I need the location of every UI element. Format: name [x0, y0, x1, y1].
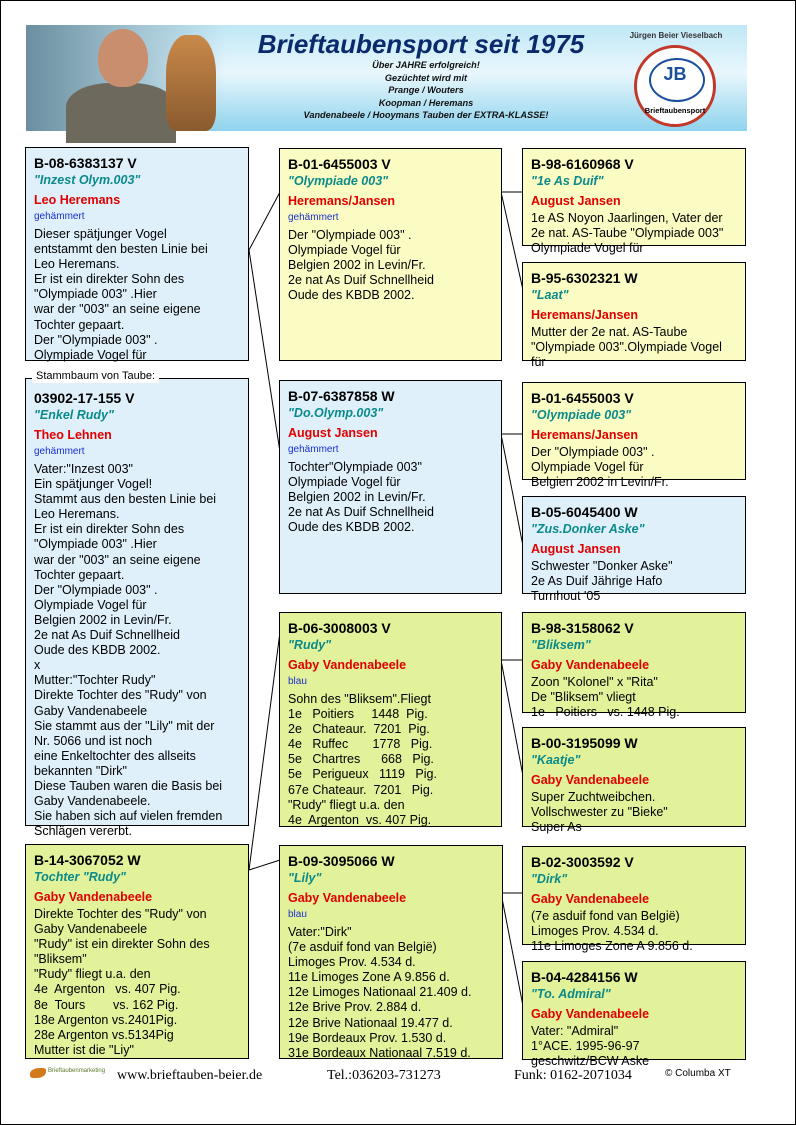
club-logo	[634, 45, 716, 127]
pigeon-description: Super Zuchtweibchen. Vollschwester zu "Bieke" Super As	[531, 790, 668, 835]
breeder-name: August Jansen	[531, 194, 621, 208]
pigeon-description: Sohn des "Bliksem".Fliegt 1e Poitiers 1448 Pig. 2e Chateaur. 7201 Pig. 4e Ruffec 1778 Pig. 5e Chartres 668 Pig. 5e Perigueux 1119 Pig. 67e Chateaur. 7201 Pig. "Rudy" fliegt u.a. den 4e Argenton vs. 407 Pig.	[288, 692, 437, 827]
pigeon-description: Dieser spätjunger Vogel entstammt den besten Linie bei Leo Heremans. Er ist ein direkter Sohn des "Olympiade 003" .Hier war der "003" an seine eigene Tochter gepaart. Der "Olympiade 003" . Olympiade Vogel für	[34, 227, 208, 362]
pigeon-name: "Inzest Olym.003"	[34, 173, 141, 187]
pigeon-name: Tochter "Rudy"	[34, 870, 126, 884]
section-label: Stammbaum von Taube:	[32, 369, 159, 383]
breeder-name: Gaby Vandenabeele	[288, 891, 407, 905]
person-head-shape	[98, 29, 148, 87]
pigeon-name: "Olympiade 003"	[531, 408, 632, 422]
pigeon-name: "Enkel Rudy"	[34, 408, 114, 422]
pigeon-description: Der "Olympiade 003" . Olympiade Vogel für Belgien 2002 in Levin/Fr.	[531, 445, 669, 490]
footer-phone: Tel.:036203-731273	[327, 1068, 441, 1083]
pigeon-description: 1e AS Noyon Jaarlingen, Vater der 2e nat. AS-Taube "Olympiade 003" Olympiade Vogel für	[531, 211, 724, 256]
footer-logo-text: Brieftaubenmarketing	[48, 1068, 106, 1074]
pigeon-name: "Do.Olymp.003"	[288, 406, 384, 420]
pigeon-description: Zoon "Kolonel" x "Rita" De "Bliksem" vliegt 1e Poitiers vs. 1448 Pig.	[531, 675, 680, 720]
breeder-name: Gaby Vandenabeele	[531, 773, 650, 787]
breeder-name: August Jansen	[288, 426, 378, 440]
pigeon-color: gehämmert	[288, 444, 339, 455]
footer-website-link[interactable]: www.brieftauben-beier.de	[117, 1068, 263, 1083]
footer-logo	[30, 1066, 112, 1082]
pigeon-color: gehämmert	[34, 446, 85, 457]
ring-number: B-98-6160968 V	[531, 156, 634, 172]
pigeon-color: blau	[288, 676, 307, 687]
pigeon-name: "Lily"	[288, 871, 322, 885]
pedigree-card-mfm[interactable]	[522, 727, 746, 835]
banner-title: Brieftaubensport seit 1975	[257, 29, 585, 59]
pedigree-card-fff[interactable]	[522, 148, 746, 256]
breeder-photo	[26, 25, 226, 131]
pedigree-card-mm[interactable]	[279, 845, 503, 1059]
footer-mobile: Funk: 0162-2071034	[514, 1068, 632, 1083]
logo-text: Brieftaubensport	[644, 106, 706, 115]
pedigree-card-fmf[interactable]	[522, 382, 746, 490]
pigeon-name: "Rudy"	[288, 638, 332, 652]
pigeon-description: Schwester "Donker Aske" 2e As Duif Jährige Hafo Turnhout '05	[531, 559, 673, 604]
pigeon-color: blau	[288, 909, 307, 920]
pigeon-name: "To. Admiral"	[531, 987, 611, 1001]
breeder-name: Gaby Vandenabeele	[531, 658, 650, 672]
pigeon-description: Vater: "Admiral" 1°ACE. 1995-96-97 geschwitz/BCW Aske	[531, 1024, 650, 1069]
breeder-name: Theo Lehnen	[34, 428, 112, 442]
pigeon-description: Tochter"Olympiade 003" Olympiade Vogel für Belgien 2002 in Levin/Fr. 2e nat As Duif Schnellheid Oude des KBDB 2002.	[288, 460, 434, 535]
pedigree-card-main[interactable]	[25, 378, 249, 839]
pigeon-name: "Olympiade 003"	[288, 174, 389, 188]
logo-owner: Jürgen Beier Vieselbach	[629, 31, 723, 40]
pigeon-description: Vater:"Inzest 003" Ein spätjunger Vogel! Stammt aus den besten Linie bei Leo Heremans. Er ist ein direkter Sohn des "Olympiade 003" .Hier war der "003" an seine eigene Tochter gepaart. Der "Olympiade 003" . Olympiade Vogel für Belgien 2002 in Levin/Fr. 2e nat As Duif Schnellheid Oude des KBDB 2002. x Mutter:"Tochter Rudy" Direkte Tochter des "Rudy" von Gaby Vandenabeele Sie stammt aus der "Lily" mit der Nr. 5066 und ist noch eine Enkeltochter des allseits bekannten "Dirk" Diese Tauben waren die Basis bei Gaby Vandenabeele. Sie haben sich auf vielen fremden Schlägen vererbt.	[34, 462, 223, 839]
breeder-name: Gaby Vandenabeele	[531, 892, 650, 906]
breeder-name: Heremans/Jansen	[531, 308, 639, 322]
banner-line: Über JAHRE erfolgreich!	[372, 60, 480, 70]
person-body-shape	[66, 83, 176, 143]
pigeon-color: gehämmert	[288, 212, 339, 223]
breeder-name: Heremans/Jansen	[531, 428, 639, 442]
pigeon-name: "Kaatje"	[531, 753, 581, 767]
pedigree-card-fm[interactable]	[279, 380, 502, 594]
ring-number: B-02-3003592 V	[531, 854, 634, 870]
footer-copyright: © Columba XT	[665, 1068, 731, 1079]
pedigree-card-ffm[interactable]	[522, 262, 746, 370]
pedigree-card-mff[interactable]	[522, 612, 746, 720]
ring-number: B-08-6383137 V	[34, 155, 137, 171]
banner-slogan	[266, 59, 586, 122]
pigeon-icon	[30, 1068, 46, 1078]
ring-number: B-07-6387858 W	[288, 388, 395, 404]
pedigree-card-ff[interactable]	[279, 148, 502, 361]
pigeon-name: "1e As Duif"	[531, 174, 604, 188]
ring-number: 03902-17-155 V	[34, 390, 135, 406]
pigeon-description: Der "Olympiade 003" . Olympiade Vogel für Belgien 2002 in Levin/Fr. 2e nat As Duif Schnellheid Oude des KBDB 2002.	[288, 228, 434, 303]
pigeon-description: Mutter der 2e nat. AS-Taube "Olympiade 003".Olympiade Vogel für	[531, 325, 722, 370]
ring-number: B-01-6455003 V	[531, 390, 634, 406]
pigeon-description: (7e asduif fond van België) Limoges Prov. 4.534 d. 11e Limoges Zone A 9.856 d.	[531, 909, 693, 954]
pigeon-description: Vater:"Dirk" (7e asduif fond van België) Limoges Prov. 4.534 d. 11e Limoges Zone A 9.856 d. 12e Limoges Nationaal 21.409 d. 12e Brive Prov. 2.884 d. 12e Brive Nationaal 19.477 d. 19e Bordeaux Prov. 1.530 d. 31e Bordeaux Nationaal 7.519 d.	[288, 925, 472, 1060]
ring-number: B-01-6455003 V	[288, 156, 391, 172]
ring-number: B-00-3195099 W	[531, 735, 638, 751]
pigeon-name: "Zus.Donker Aske"	[531, 522, 645, 536]
pedigree-card-mmm[interactable]	[522, 961, 746, 1069]
ring-number: B-05-6045400 W	[531, 504, 638, 520]
logo-initials: JB	[663, 64, 687, 84]
pigeon-name: "Dirk"	[531, 872, 568, 886]
breeder-name: Heremans/Jansen	[288, 194, 396, 208]
banner-line: Prange / Wouters	[388, 85, 464, 96]
pedigree-card-father[interactable]	[25, 147, 249, 361]
wood-carving-shape	[166, 35, 216, 131]
ring-number: B-06-3008003 V	[288, 620, 391, 636]
banner-line: Gezüchtet wird mit	[384, 72, 468, 83]
ring-number: B-14-3067052 W	[34, 852, 141, 868]
ring-number: B-09-3095066 W	[288, 853, 395, 869]
pigeon-color: gehämmert	[34, 211, 85, 222]
breeder-name: Leo Heremans	[34, 193, 121, 207]
banner-line: Koopman / Heremans	[378, 97, 474, 108]
pigeon-name: "Laat"	[531, 288, 569, 302]
breeder-name: August Jansen	[531, 542, 621, 556]
pigeon-name: "Bliksem"	[531, 638, 591, 652]
ring-number: B-95-6302321 W	[531, 270, 638, 286]
breeder-name: Gaby Vandenabeele	[531, 1007, 650, 1021]
ring-number: B-04-4284156 W	[531, 969, 638, 985]
pedigree-card-mf[interactable]	[279, 612, 502, 827]
pedigree-card-mother[interactable]	[25, 844, 249, 1059]
pedigree-card-mmf[interactable]	[522, 846, 746, 954]
header-banner	[26, 25, 747, 131]
pedigree-card-fmm[interactable]	[522, 496, 746, 604]
pigeon-description: Direkte Tochter des "Rudy" von Gaby Vandenabeele "Rudy" ist ein direkter Sohn des "Bliksem" "Rudy" fliegt u.a. den 4e Argenton vs. 407 Pig. 8e Tours vs. 162 Pig. 18e Argenton vs.2401Pig. 28e Argenton vs.5134Pig Mutter ist die "Liy"	[34, 907, 210, 1057]
breeder-name: Gaby Vandenabeele	[288, 658, 407, 672]
banner-line: Vandenabeele / Hooymans Tauben der EXTRA-KLASSE!	[303, 110, 549, 121]
breeder-name: Gaby Vandenabeele	[34, 890, 153, 904]
ring-number: B-98-3158062 V	[531, 620, 634, 636]
